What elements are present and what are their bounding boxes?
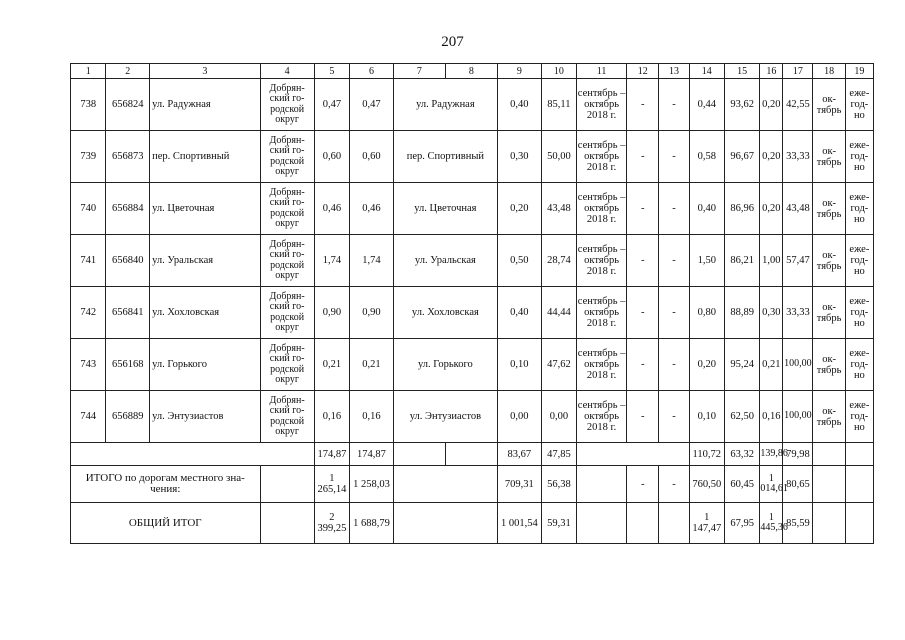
value-cell: - — [659, 79, 689, 131]
street-section: пер. Спортивный — [393, 131, 497, 183]
table-row — [71, 339, 874, 391]
empty-cell — [577, 503, 627, 544]
column-header: 6 — [350, 64, 394, 79]
value-cell: - — [659, 183, 689, 235]
local-total-row — [71, 466, 874, 503]
street-name: ул. Цветочная — [150, 183, 260, 235]
column-header: 18 — [813, 64, 845, 79]
frequency-cell: еже-год-но — [845, 183, 873, 235]
value-cell: 1,00 — [760, 235, 783, 287]
value-cell: 100,00 — [783, 339, 813, 391]
column-header: 11 — [577, 64, 627, 79]
value-cell: - — [659, 287, 689, 339]
value-cell: 43,48 — [783, 183, 813, 235]
row-number: 739 — [71, 131, 106, 183]
value-cell: - — [627, 79, 659, 131]
value-cell: 83,67 — [497, 443, 541, 466]
value-cell: 1 014,61 — [760, 466, 783, 503]
value-cell: 0,46 — [314, 183, 349, 235]
road-code: 656840 — [106, 235, 150, 287]
period-cell: сентябрь – октябрь 2018 г. — [577, 235, 627, 287]
district: Добрян-ский го-родской округ — [260, 339, 314, 391]
value-cell: 110,72 — [689, 443, 724, 466]
value-cell: 0,90 — [350, 287, 394, 339]
column-header: 9 — [497, 64, 541, 79]
value-cell: 62,50 — [724, 391, 759, 443]
value-cell: 0,60 — [350, 131, 394, 183]
value-cell: 67,95 — [724, 503, 759, 544]
value-cell: - — [627, 339, 659, 391]
value-cell: 96,67 — [724, 131, 759, 183]
value-cell: 0,30 — [497, 131, 541, 183]
value-cell: 100,00 — [783, 391, 813, 443]
empty-cell — [445, 443, 497, 466]
value-cell: 1 688,79 — [350, 503, 394, 544]
month-cell: ок-тябрь — [813, 235, 845, 287]
street-name: ул. Радужная — [150, 79, 260, 131]
period-cell: сентябрь – октябрь 2018 г. — [577, 183, 627, 235]
street-section: ул. Энтузиастов — [393, 391, 497, 443]
value-cell: 80,65 — [783, 466, 813, 503]
value-cell: 95,24 — [724, 339, 759, 391]
value-cell: 0,60 — [314, 131, 349, 183]
district: Добрян-ский го-родской округ — [260, 235, 314, 287]
value-cell: - — [627, 131, 659, 183]
road-code: 656841 — [106, 287, 150, 339]
value-cell: 33,33 — [783, 131, 813, 183]
value-cell: 0,47 — [314, 79, 349, 131]
empty-cell — [813, 466, 845, 503]
street-name: ул. Горького — [150, 339, 260, 391]
street-section: ул. Радужная — [393, 79, 497, 131]
period-cell: сентябрь – октябрь 2018 г. — [577, 287, 627, 339]
column-header: 16 — [760, 64, 783, 79]
value-cell: 1 147,47 — [689, 503, 724, 544]
value-cell: 63,32 — [724, 443, 759, 466]
value-cell: 1,50 — [689, 235, 724, 287]
frequency-cell: еже-год-но — [845, 287, 873, 339]
value-cell: 47,85 — [541, 443, 576, 466]
road-code: 656873 — [106, 131, 150, 183]
value-cell: 0,44 — [689, 79, 724, 131]
value-cell: 1,74 — [350, 235, 394, 287]
empty-cell — [393, 466, 497, 503]
value-cell: - — [659, 131, 689, 183]
period-cell: сентябрь – октябрь 2018 г. — [577, 339, 627, 391]
month-cell: ок-тябрь — [813, 391, 845, 443]
road-repair-table — [70, 63, 874, 544]
value-cell: - — [627, 183, 659, 235]
district: Добрян-ский го-родской округ — [260, 131, 314, 183]
value-cell: 33,33 — [783, 287, 813, 339]
column-header: 13 — [659, 64, 689, 79]
value-cell: 2 399,25 — [314, 503, 349, 544]
period-cell: сентябрь – октябрь 2018 г. — [577, 79, 627, 131]
road-code: 656884 — [106, 183, 150, 235]
grand-total-label: ОБЩИЙ ИТОГ — [71, 503, 261, 544]
value-cell: 174,87 — [314, 443, 349, 466]
value-cell: 1 001,54 — [497, 503, 541, 544]
empty-cell — [71, 443, 315, 466]
column-header: 8 — [445, 64, 497, 79]
value-cell: 0,50 — [497, 235, 541, 287]
period-cell: сентябрь – октябрь 2018 г. — [577, 131, 627, 183]
district: Добрян-ский го-родской округ — [260, 287, 314, 339]
value-cell: 0,20 — [760, 183, 783, 235]
month-cell: ок-тябрь — [813, 79, 845, 131]
empty-cell — [659, 503, 689, 544]
value-cell: 60,45 — [724, 466, 759, 503]
street-section: ул. Хохловская — [393, 287, 497, 339]
column-header: 10 — [541, 64, 576, 79]
value-cell: 0,80 — [689, 287, 724, 339]
value-cell: 0,40 — [689, 183, 724, 235]
street-section: ул. Уральская — [393, 235, 497, 287]
month-cell: ок-тябрь — [813, 287, 845, 339]
table-row — [71, 235, 874, 287]
column-header: 7 — [393, 64, 445, 79]
empty-cell — [577, 443, 689, 466]
value-cell: 43,48 — [541, 183, 576, 235]
local-total-label: ИТОГО по дорогам местного зна-чения: — [71, 466, 261, 503]
value-cell: 1 445,36 — [760, 503, 783, 544]
month-cell: ок-тябрь — [813, 131, 845, 183]
value-cell: 0,20 — [760, 79, 783, 131]
row-number: 743 — [71, 339, 106, 391]
value-cell: - — [627, 287, 659, 339]
column-header: 1 — [71, 64, 106, 79]
value-cell: 0,21 — [350, 339, 394, 391]
value-cell: 174,87 — [350, 443, 394, 466]
value-cell: - — [627, 391, 659, 443]
column-header: 17 — [783, 64, 813, 79]
value-cell: 42,55 — [783, 79, 813, 131]
column-header: 3 — [150, 64, 260, 79]
row-number: 741 — [71, 235, 106, 287]
period-cell: сентябрь – октябрь 2018 г. — [577, 391, 627, 443]
empty-cell — [393, 503, 497, 544]
value-cell: 0,30 — [760, 287, 783, 339]
empty-cell — [260, 466, 314, 503]
column-header: 2 — [106, 64, 150, 79]
value-cell: - — [659, 339, 689, 391]
value-cell: 0,20 — [497, 183, 541, 235]
empty-cell — [845, 443, 873, 466]
column-header: 12 — [627, 64, 659, 79]
value-cell: 85,11 — [541, 79, 576, 131]
value-cell: - — [659, 235, 689, 287]
value-cell: 0,20 — [760, 131, 783, 183]
street-name: пер. Спортивный — [150, 131, 260, 183]
value-cell: 0,58 — [689, 131, 724, 183]
column-header: 14 — [689, 64, 724, 79]
value-cell: 1 258,03 — [350, 466, 394, 503]
table-row — [71, 391, 874, 443]
row-number: 738 — [71, 79, 106, 131]
empty-cell — [627, 503, 659, 544]
value-cell: 0,10 — [689, 391, 724, 443]
district: Добрян-ский го-родской округ — [260, 183, 314, 235]
column-header: 5 — [314, 64, 349, 79]
column-header: 19 — [845, 64, 873, 79]
empty-cell — [813, 503, 845, 544]
value-cell: 59,31 — [541, 503, 576, 544]
table-row — [71, 287, 874, 339]
value-cell: 57,47 — [783, 235, 813, 287]
value-cell: 0,40 — [497, 287, 541, 339]
frequency-cell: еже-год-но — [845, 339, 873, 391]
value-cell: 50,00 — [541, 131, 576, 183]
street-section: ул. Горького — [393, 339, 497, 391]
value-cell: 0,90 — [314, 287, 349, 339]
table-row — [71, 183, 874, 235]
value-cell: 79,98 — [783, 443, 813, 466]
empty-cell — [260, 503, 314, 544]
frequency-cell: еже-год-но — [845, 235, 873, 287]
empty-cell — [393, 443, 445, 466]
empty-cell — [577, 466, 627, 503]
subtotal-row — [71, 443, 874, 466]
value-cell: 0,16 — [350, 391, 394, 443]
road-code: 656168 — [106, 339, 150, 391]
street-section: ул. Цветочная — [393, 183, 497, 235]
value-cell: 1 265,14 — [314, 466, 349, 503]
value-cell: 85,59 — [783, 503, 813, 544]
value-cell: 709,31 — [497, 466, 541, 503]
frequency-cell: еже-год-но — [845, 391, 873, 443]
value-cell: - — [627, 466, 659, 503]
value-cell: 0,21 — [314, 339, 349, 391]
value-cell: 88,89 — [724, 287, 759, 339]
month-cell: ок-тябрь — [813, 339, 845, 391]
value-cell: - — [659, 466, 689, 503]
value-cell: 0,40 — [497, 79, 541, 131]
value-cell: - — [627, 235, 659, 287]
value-cell: - — [659, 391, 689, 443]
empty-cell — [845, 503, 873, 544]
table-row — [71, 79, 874, 131]
month-cell: ок-тябрь — [813, 183, 845, 235]
district: Добрян-ский го-родской округ — [260, 79, 314, 131]
value-cell: 760,50 — [689, 466, 724, 503]
district: Добрян-ский го-родской округ — [260, 391, 314, 443]
value-cell: 47,62 — [541, 339, 576, 391]
value-cell: 0,00 — [541, 391, 576, 443]
frequency-cell: еже-год-но — [845, 79, 873, 131]
value-cell: 44,44 — [541, 287, 576, 339]
value-cell: 86,21 — [724, 235, 759, 287]
table-row — [71, 131, 874, 183]
value-cell: 0,10 — [497, 339, 541, 391]
value-cell: 0,21 — [760, 339, 783, 391]
value-cell: 0,46 — [350, 183, 394, 235]
value-cell: 86,96 — [724, 183, 759, 235]
row-number: 742 — [71, 287, 106, 339]
value-cell: 28,74 — [541, 235, 576, 287]
column-number-row — [71, 64, 874, 79]
value-cell: 0,16 — [760, 391, 783, 443]
value-cell: 0,16 — [314, 391, 349, 443]
street-name: ул. Хохловская — [150, 287, 260, 339]
page-number: 207 — [441, 34, 464, 50]
value-cell: 93,62 — [724, 79, 759, 131]
street-name: ул. Уральская — [150, 235, 260, 287]
value-cell: 0,00 — [497, 391, 541, 443]
value-cell: 0,20 — [689, 339, 724, 391]
value-cell: 1,74 — [314, 235, 349, 287]
road-code: 656824 — [106, 79, 150, 131]
column-header: 15 — [724, 64, 759, 79]
column-header: 4 — [260, 64, 314, 79]
empty-cell — [813, 443, 845, 466]
empty-cell — [845, 466, 873, 503]
value-cell: 139,86 — [760, 443, 783, 466]
road-code: 656889 — [106, 391, 150, 443]
value-cell: 0,47 — [350, 79, 394, 131]
frequency-cell: еже-год-но — [845, 131, 873, 183]
street-name: ул. Энтузиастов — [150, 391, 260, 443]
row-number: 744 — [71, 391, 106, 443]
value-cell: 56,38 — [541, 466, 576, 503]
row-number: 740 — [71, 183, 106, 235]
grand-total-row — [71, 503, 874, 544]
